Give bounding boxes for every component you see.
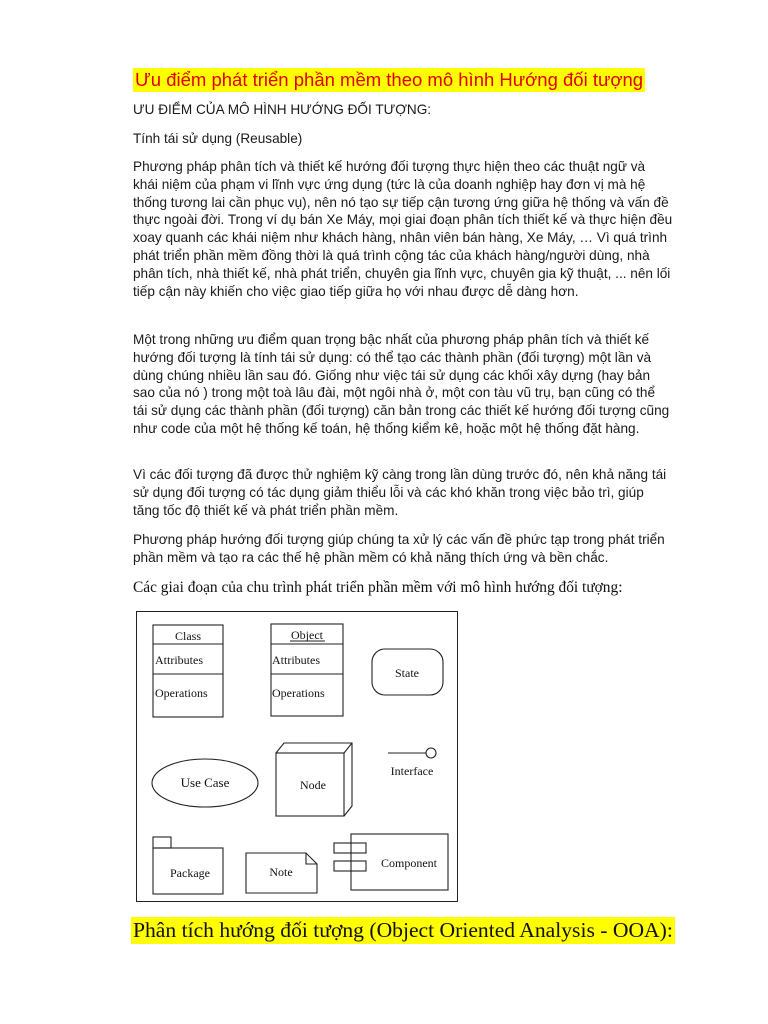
section-heading: ƯU ĐIỂM CỦA MÔ HÌNH HƯỚNG ĐỐI TƯỢNG: (133, 102, 432, 117)
subheading-reusable: Tính tái sử dụng (Reusable) (133, 131, 303, 146)
paragraph-2: Một trong những ưu điểm quan trọng bậc nhất của phương pháp phân tích và thiết kế hướng đối tượng là tính tái sử dụng: có thể tạo các thành phần (đối tượng) một lần và dùng chúng nhiều lần sau đó. Giống như việc tái sử dụng các khối xây dựng (hay bản sao của nó ) trong một toà lâu đài, một ngôi nhà ở, một con tàu vũ trụ, bạn cũng có thể tái sử dụng các thành phần (đối tượng) căn bản trong các thiết kế hướng đối tượng cũng như code của một hệ thống kế toán, hệ thống kiểm kê, hoặc một hệ thống đặt hàng. (133, 332, 670, 436)
package-label: Package (170, 866, 210, 880)
class-name: Class (174, 629, 202, 643)
class-operations: Operations (155, 686, 208, 700)
uml-notation-diagram (136, 611, 458, 902)
paragraph-4: Phương pháp hướng đối tượng giúp chúng ta xử lý các vấn đề phức tạp trong phát triển phần mềm và tạo ra các thế hệ phần mềm có khả năng thích ứng và bền chắc. (133, 532, 665, 565)
bottom-heading-ooa: Phân tích hướng đối tượng (Object Oriented Analysis - OOA): (133, 918, 673, 942)
paragraph-1: Phương pháp phân tích và thiết kế hướng đối tượng thực hiện theo các thuật ngữ và khái niệm của phạm vi lĩnh vực ứng dụng (tức là của doanh nghiệp hay đơn vị mà hệ thống tương lai cần phục vụ), nên nó tạo sự tiếp cận tương ứng giữa hệ thống và vấn đề thực ngoài đời. Trong ví dụ bán Xe Máy, mọi giai đoạn phân tích thiết kế và thực hiện đều xoay quanh các khái niệm như khách hàng, nhân viên bán hàng, Xe Máy, … Vì quá trình phát triển phần mềm đồng thời là quá trình cộng tác của khách hàng/người dùng, nhà phân tích, nhà thiết kế, nhà phát triển, chuyên gia lĩnh vực, chuyên gia kỹ thuật, ... nên lối tiếp cận này khiến cho việc giao tiếp giữa họ với nhau được dễ dàng hơn. (133, 159, 673, 299)
interface-label: Interface (390, 764, 434, 778)
component-label: Component (381, 856, 437, 870)
paragraph-3: Vì các đối tượng đã được thử nghiệm kỹ càng trong lần dùng trước đó, nên khả năng tái sử dụng đối tượng có tác dụng giảm thiểu lỗi và các khó khăn trong việc bảo trì, giúp tăng tốc độ thiết kế và phát triển phần mềm. (133, 467, 667, 518)
state-label: State (395, 666, 419, 680)
node-label: Node (300, 778, 326, 792)
diagram-caption: Các giai đoạn của chu trình phát triển phần mềm với mô hình hướng đối tượng: (133, 579, 623, 596)
interface-circle (426, 748, 436, 758)
package-tab (153, 837, 171, 848)
use-case-label: Use Case (180, 775, 230, 790)
note-label: Note (269, 865, 293, 879)
object-operations: Operations (272, 686, 325, 700)
object-name: Object (291, 628, 323, 642)
object-attributes: Attributes (272, 653, 320, 667)
page-title: Ưu điểm phát triển phần mềm theo mô hình Hướng đối tượng (135, 69, 644, 90)
class-attributes: Attributes (155, 653, 203, 667)
